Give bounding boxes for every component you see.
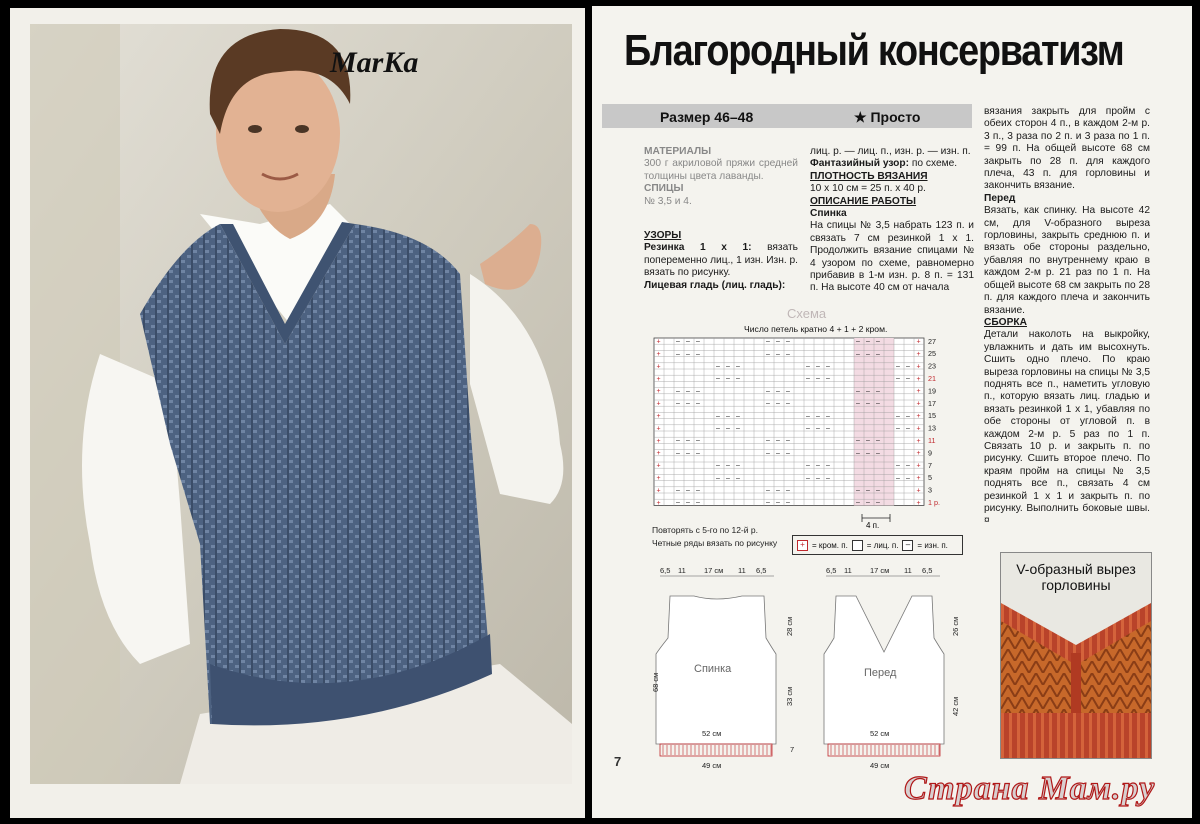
- edge-stitch-mark: +: [916, 450, 921, 458]
- edge-stitch-icon: +: [797, 540, 808, 551]
- repeat-marker: [862, 514, 890, 529]
- needles-heading: СПИЦЫ: [644, 183, 684, 195]
- gauge-text: 10 х 10 см = 25 п. х 40 р.: [810, 183, 926, 195]
- repeat-label: 4 п.: [866, 521, 880, 529]
- back-text: На спицы № 3,5 набрать 123 п. и связать 7 см резинкой 1 х 1. Продолжить вязание спицами № 4 узором по схеме, равномерно прибавив в 1-м изн. р. 8 п. = 131 п. На высоте 40 см от начала: [810, 220, 974, 294]
- purl-stitch-mark: –: [896, 462, 900, 470]
- needles-text: № 3,5 и 4.: [644, 195, 692, 207]
- back-height-upper: 28 см: [785, 616, 794, 636]
- purl-stitch-mark: –: [896, 363, 900, 371]
- purl-stitch-mark: –: [816, 425, 820, 433]
- purl-stitch-mark: –: [776, 350, 780, 358]
- purl-stitch-mark: –: [856, 388, 860, 395]
- purl-stitch-mark: –: [786, 388, 790, 395]
- purl-stitch-mark: –: [676, 388, 680, 395]
- purl-stitch-mark: –: [856, 499, 860, 507]
- edge-stitch-mark: +: [656, 437, 661, 445]
- pattern-pieces: [642, 566, 982, 781]
- purl-stitch-mark: –: [696, 350, 700, 358]
- star-icon: ★: [854, 109, 871, 125]
- back-width-body: 52 см: [702, 729, 722, 738]
- purl-stitch-mark: –: [726, 375, 730, 383]
- purl-stitch-mark: –: [716, 363, 720, 371]
- purl-stitch-mark: –: [876, 499, 880, 507]
- edge-stitch-mark: +: [656, 375, 661, 383]
- rib-desc: вязать попеременно лиц., 1 изн. Изн. р. вязать по рисунку.: [644, 242, 798, 279]
- front-height-upper: 26 см: [951, 616, 960, 636]
- back-top-dim-5: 6,5: [756, 566, 767, 575]
- purl-stitch-mark: –: [816, 363, 820, 371]
- back-top-dim-2: 11: [678, 566, 686, 575]
- purl-stitch-mark: –: [826, 412, 830, 420]
- purl-stitch-mark: –: [676, 400, 680, 408]
- back-piece: [651, 566, 794, 770]
- back-width-rib: 49 см: [702, 761, 722, 770]
- back-heading: Спинка: [810, 208, 847, 220]
- edge-stitch-mark: +: [656, 475, 661, 482]
- edge-stitch-mark: +: [916, 413, 921, 420]
- edge-stitch-mark: +: [916, 437, 921, 445]
- back-top-dim-4: 11: [738, 566, 746, 575]
- purl-stitch-icon: –: [902, 540, 913, 551]
- edge-stitch-mark: +: [656, 425, 661, 433]
- edge-stitch-mark: +: [916, 388, 921, 396]
- purl-stitch-mark: –: [866, 400, 870, 408]
- purl-stitch-mark: –: [686, 487, 690, 495]
- front-piece: [824, 566, 960, 770]
- materials-heading: МАТЕРИАЛЫ: [644, 146, 712, 157]
- purl-stitch-mark: –: [766, 350, 770, 358]
- edge-stitch-mark: +: [916, 363, 921, 371]
- purl-stitch-mark: –: [716, 462, 720, 470]
- chart-row-labels: [928, 337, 940, 507]
- row-label: 3: [928, 485, 932, 495]
- purl-stitch-mark: –: [866, 437, 870, 445]
- edge-stitch-mark: +: [656, 351, 661, 358]
- purl-stitch-mark: –: [906, 474, 910, 482]
- purl-stitch-mark: –: [856, 350, 860, 358]
- row-label: 7: [928, 460, 932, 470]
- row-label: 23: [928, 361, 936, 371]
- purl-stitch-mark: –: [686, 388, 690, 395]
- purl-stitch-mark: –: [726, 425, 730, 433]
- purl-stitch-mark: –: [736, 375, 740, 383]
- purl-stitch-mark: –: [896, 412, 900, 420]
- purl-stitch-mark: –: [826, 375, 830, 383]
- edge-stitch-mark: +: [656, 487, 661, 495]
- pattern-page: [592, 6, 1192, 818]
- purl-stitch-mark: –: [716, 425, 720, 433]
- purl-stitch-mark: –: [856, 450, 860, 457]
- back-top-dim-3: 17 см: [704, 566, 724, 575]
- purl-stitch-mark: –: [726, 462, 730, 470]
- fancy-desc: по схеме.: [911, 158, 958, 170]
- purl-stitch-mark: –: [726, 474, 730, 482]
- purl-stitch-mark: –: [736, 425, 740, 433]
- purl-stitch-mark: –: [696, 338, 700, 346]
- purl-stitch-mark: –: [876, 437, 880, 445]
- edge-stitch-mark: +: [656, 413, 661, 420]
- front-top-dim-1: 6,5: [826, 566, 837, 575]
- row-label: 25: [928, 349, 936, 359]
- purl-stitch-mark: –: [786, 487, 790, 495]
- chart-legend: [792, 535, 963, 555]
- edge-stitch-mark: +: [916, 475, 921, 482]
- description-heading: ОПИСАНИЕ РАБОТЫ: [810, 195, 917, 207]
- purl-stitch-mark: –: [726, 412, 730, 420]
- patterns-heading: УЗОРЫ: [644, 230, 682, 242]
- purl-stitch-mark: –: [776, 437, 780, 445]
- text-column-a: [644, 146, 798, 292]
- purl-stitch-mark: –: [826, 462, 830, 470]
- purl-stitch-mark: –: [816, 474, 820, 482]
- front-heading: Перед: [984, 192, 1016, 204]
- edge-stitch-mark: +: [656, 462, 661, 470]
- difficulty-label: [854, 109, 920, 126]
- purl-stitch-mark: –: [766, 487, 770, 495]
- purl-stitch-mark: –: [786, 437, 790, 445]
- edge-stitch-mark: +: [916, 375, 921, 383]
- schema-subtitle: Число петель кратно 4 + 1 + 2 кром.: [744, 324, 888, 334]
- purl-stitch-mark: –: [876, 450, 880, 457]
- vneck-title: V-образный вырез горловины: [1016, 561, 1136, 593]
- purl-stitch-mark: –: [806, 363, 810, 371]
- purl-stitch-mark: –: [906, 375, 910, 383]
- row-label: 11: [928, 436, 936, 445]
- purl-stitch-mark: –: [676, 338, 680, 346]
- edge-stitch-mark: +: [916, 351, 921, 358]
- purl-stitch-mark: –: [876, 388, 880, 395]
- purl-stitch-mark: –: [716, 412, 720, 420]
- purl-stitch-mark: –: [696, 450, 700, 457]
- purl-stitch-mark: –: [686, 338, 690, 346]
- difficulty-text: Просто: [870, 109, 921, 125]
- repeat-note: Повторять с 5-го по 12-й р.: [652, 525, 758, 535]
- purl-stitch-mark: –: [786, 450, 790, 457]
- purl-stitch-mark: –: [776, 487, 780, 495]
- purl-stitch-mark: –: [906, 425, 910, 433]
- purl-stitch-mark: –: [676, 350, 680, 358]
- purl-stitch-mark: –: [896, 375, 900, 383]
- page-title: Благородный консерватизм: [624, 26, 1124, 75]
- edge-stitch-mark: +: [916, 425, 921, 433]
- site-logo: Страна Мам.ру: [904, 770, 1156, 807]
- front-width-body: 52 см: [870, 729, 890, 738]
- front-top-dim-5: 6,5: [922, 566, 933, 575]
- row-label: 27: [928, 336, 936, 346]
- fancy-text: [810, 158, 974, 170]
- purl-stitch-mark: –: [686, 437, 690, 445]
- purl-stitch-mark: –: [806, 425, 810, 433]
- purl-stitch-mark: –: [826, 363, 830, 371]
- purl-stitch-mark: –: [696, 437, 700, 445]
- purl-stitch-mark: –: [736, 363, 740, 371]
- materials-text: 300 г акриловой пряжи средней толщины цвета лаванды.: [644, 158, 798, 182]
- purl-stitch-mark: –: [736, 412, 740, 420]
- purl-stitch-mark: –: [876, 400, 880, 408]
- purl-stitch-mark: –: [736, 462, 740, 470]
- purl-stitch-mark: –: [786, 338, 790, 346]
- purl-stitch-mark: –: [776, 400, 780, 408]
- legend-knit: = лиц. п.: [866, 540, 899, 550]
- purl-stitch-mark: –: [906, 462, 910, 470]
- back-height-rib: 7: [790, 745, 795, 754]
- stockinette-text: лиц. р. — лиц. п., изн. р. — изн. п.: [810, 146, 971, 157]
- purl-stitch-mark: –: [766, 400, 770, 408]
- vneck-detail: [1000, 552, 1152, 759]
- purl-stitch-mark: –: [866, 487, 870, 495]
- gauge-heading: ПЛОТНОСТЬ ВЯЗАНИЯ: [810, 170, 928, 182]
- front-rib: [831, 745, 939, 755]
- purl-stitch-mark: –: [876, 350, 880, 358]
- purl-stitch-mark: –: [896, 474, 900, 482]
- assembly-heading: СБОРКА: [984, 316, 1027, 328]
- purl-stitch-mark: –: [876, 338, 880, 346]
- front-top-dim-4: 11: [904, 566, 912, 575]
- assembly-text: Детали наколоть на выкройку, увлажнить и дать им высохнуть. Сшить одно плечо. По краю выреза горловины на спицы № 3,5 поднять все п., наметить угловую п., которую вязать лиц. гладью и вязать резинкой 1 х 1, убавляя по обе стороны от угловой п. в каждом 2-м р. 5 раз по 1 п. Связать 10 р. и закрыть п. по рисунку. Сшить второе плечо. По краям пройм на спицы № 3,5 поднять все п., связать 4 см резинкой 1 х 1 и закрыть п. по рисунку. Выполнить боковые швы. ¤: [984, 329, 1150, 527]
- purl-stitch-mark: –: [866, 499, 870, 507]
- back-continued-text: вязания закрыть для пройм с обеих сторон 4 п., в каждом 2-м р. 3 п., 3 раза по 2 п. и 3 раза по 1 п. = 99 п. На общей высоте 68 см закрыть по 28 п. для каждого плеча, 43 п. для горловины и закончить вязание.: [984, 106, 1150, 192]
- front-top-dim-2: 11: [844, 566, 852, 575]
- purl-stitch-mark: –: [876, 487, 880, 495]
- purl-stitch-mark: –: [696, 487, 700, 495]
- row-label: 17: [928, 398, 936, 408]
- model-photo: [30, 24, 572, 784]
- edge-stitch-mark: +: [916, 338, 921, 346]
- even-rows-note: Четные ряды вязать по рисунку: [652, 538, 778, 548]
- row-label: 19: [928, 386, 936, 396]
- row-label: 13: [928, 423, 936, 433]
- purl-stitch-mark: –: [786, 499, 790, 507]
- page-number: 7: [614, 754, 622, 769]
- purl-stitch-mark: –: [806, 462, 810, 470]
- purl-stitch-mark: –: [826, 425, 830, 433]
- chart-grid: [654, 338, 924, 507]
- rib-bold: Резинка 1 х 1:: [644, 242, 752, 254]
- purl-stitch-mark: –: [766, 338, 770, 346]
- back-label: Спинка: [694, 663, 732, 675]
- row-label: 21: [928, 374, 936, 383]
- back-top-dim-1: 6,5: [660, 566, 671, 575]
- edge-stitch-mark: +: [916, 400, 921, 408]
- purl-stitch-mark: –: [806, 375, 810, 383]
- legend-purl: = изн. п.: [917, 540, 948, 550]
- purl-stitch-mark: –: [856, 487, 860, 495]
- edge-stitch-mark: +: [656, 338, 661, 346]
- schema-title: Схема: [787, 306, 827, 321]
- purl-stitch-mark: –: [686, 350, 690, 358]
- back-height-total: 68 см: [651, 672, 660, 692]
- stockinette-heading: Лицевая гладь (лиц. гладь):: [644, 279, 786, 291]
- purl-stitch-mark: –: [686, 499, 690, 507]
- edge-stitch-mark: +: [656, 450, 661, 458]
- purl-stitch-mark: –: [696, 400, 700, 408]
- fancy-bold: Фантазийный узор:: [810, 158, 910, 170]
- size-label: Размер 46–48: [660, 109, 754, 125]
- model-illustration: [30, 24, 572, 784]
- front-text: Вязать, как спинку. На высоте 42 см, для V-образного выреза горловины, закрыть среднюю п. и вязать обе стороны раздельно, убавляя по внутреннему краю в каждом 2-м р. 21 раз по 1 п. На общей высоте 68 см закрыть по 28 п. для каждого плеча и закончить вязание.: [984, 205, 1150, 316]
- back-rib: [663, 745, 771, 755]
- purl-stitch-mark: –: [816, 375, 820, 383]
- edge-stitch-mark: +: [656, 499, 661, 507]
- edge-stitch-mark: +: [916, 462, 921, 470]
- front-width-rib: 49 см: [870, 761, 890, 770]
- purl-stitch-mark: –: [766, 388, 770, 395]
- purl-stitch-mark: –: [686, 450, 690, 457]
- edge-stitch-mark: +: [656, 388, 661, 396]
- row-label: 9: [928, 448, 932, 458]
- front-top-dim-3: 17 см: [870, 566, 890, 575]
- purl-stitch-mark: –: [716, 474, 720, 482]
- purl-stitch-mark: –: [856, 437, 860, 445]
- purl-stitch-mark: –: [776, 499, 780, 507]
- purl-stitch-mark: –: [906, 363, 910, 371]
- purl-stitch-mark: –: [866, 388, 870, 395]
- rib-text: [644, 242, 798, 279]
- purl-stitch-mark: –: [816, 462, 820, 470]
- row-label: 5: [928, 473, 932, 483]
- legend-edge: = кром. п.: [812, 540, 848, 550]
- knit-stitch-icon: [852, 540, 863, 551]
- purl-stitch-mark: –: [906, 412, 910, 420]
- purl-stitch-mark: –: [736, 474, 740, 482]
- purl-stitch-mark: –: [866, 350, 870, 358]
- chart-notes: [652, 524, 777, 550]
- row-label: 1 р.: [928, 498, 940, 507]
- front-label: Перед: [864, 667, 897, 679]
- purl-stitch-mark: –: [806, 474, 810, 482]
- purl-stitch-mark: –: [686, 400, 690, 408]
- purl-stitch-mark: –: [786, 400, 790, 408]
- purl-stitch-mark: –: [696, 499, 700, 507]
- purl-stitch-mark: –: [676, 450, 680, 457]
- edge-stitch-mark: +: [916, 487, 921, 495]
- purl-stitch-mark: –: [856, 338, 860, 346]
- purl-stitch-mark: –: [676, 499, 680, 507]
- purl-stitch-mark: –: [866, 450, 870, 457]
- purl-stitch-mark: –: [776, 338, 780, 346]
- purl-stitch-mark: –: [716, 375, 720, 383]
- row-label: 15: [928, 411, 936, 421]
- purl-stitch-mark: –: [806, 412, 810, 420]
- purl-stitch-mark: –: [816, 412, 820, 420]
- edge-stitch-mark: +: [916, 499, 921, 507]
- purl-stitch-mark: –: [766, 450, 770, 457]
- purl-stitch-mark: –: [766, 437, 770, 445]
- purl-stitch-mark: –: [676, 437, 680, 445]
- front-height-lower: 42 см: [951, 696, 960, 716]
- edge-stitch-mark: +: [656, 363, 661, 371]
- purl-stitch-mark: –: [856, 400, 860, 408]
- back-height-mid: 33 см: [785, 686, 794, 706]
- watermark-text: MarKa: [330, 46, 419, 79]
- text-column-b: [810, 146, 974, 295]
- edge-stitch-mark: +: [656, 400, 661, 408]
- purl-stitch-mark: –: [826, 474, 830, 482]
- purl-stitch-mark: –: [766, 499, 770, 507]
- purl-stitch-mark: –: [786, 350, 790, 358]
- purl-stitch-mark: –: [866, 338, 870, 346]
- purl-stitch-mark: –: [776, 388, 780, 395]
- purl-stitch-mark: –: [726, 363, 730, 371]
- purl-stitch-mark: –: [896, 425, 900, 433]
- purl-stitch-mark: –: [696, 388, 700, 395]
- photo-page: [10, 8, 585, 818]
- purl-stitch-mark: –: [676, 487, 680, 495]
- text-column-c: [984, 106, 1150, 528]
- knitting-chart: [652, 334, 952, 529]
- purl-stitch-mark: –: [776, 450, 780, 457]
